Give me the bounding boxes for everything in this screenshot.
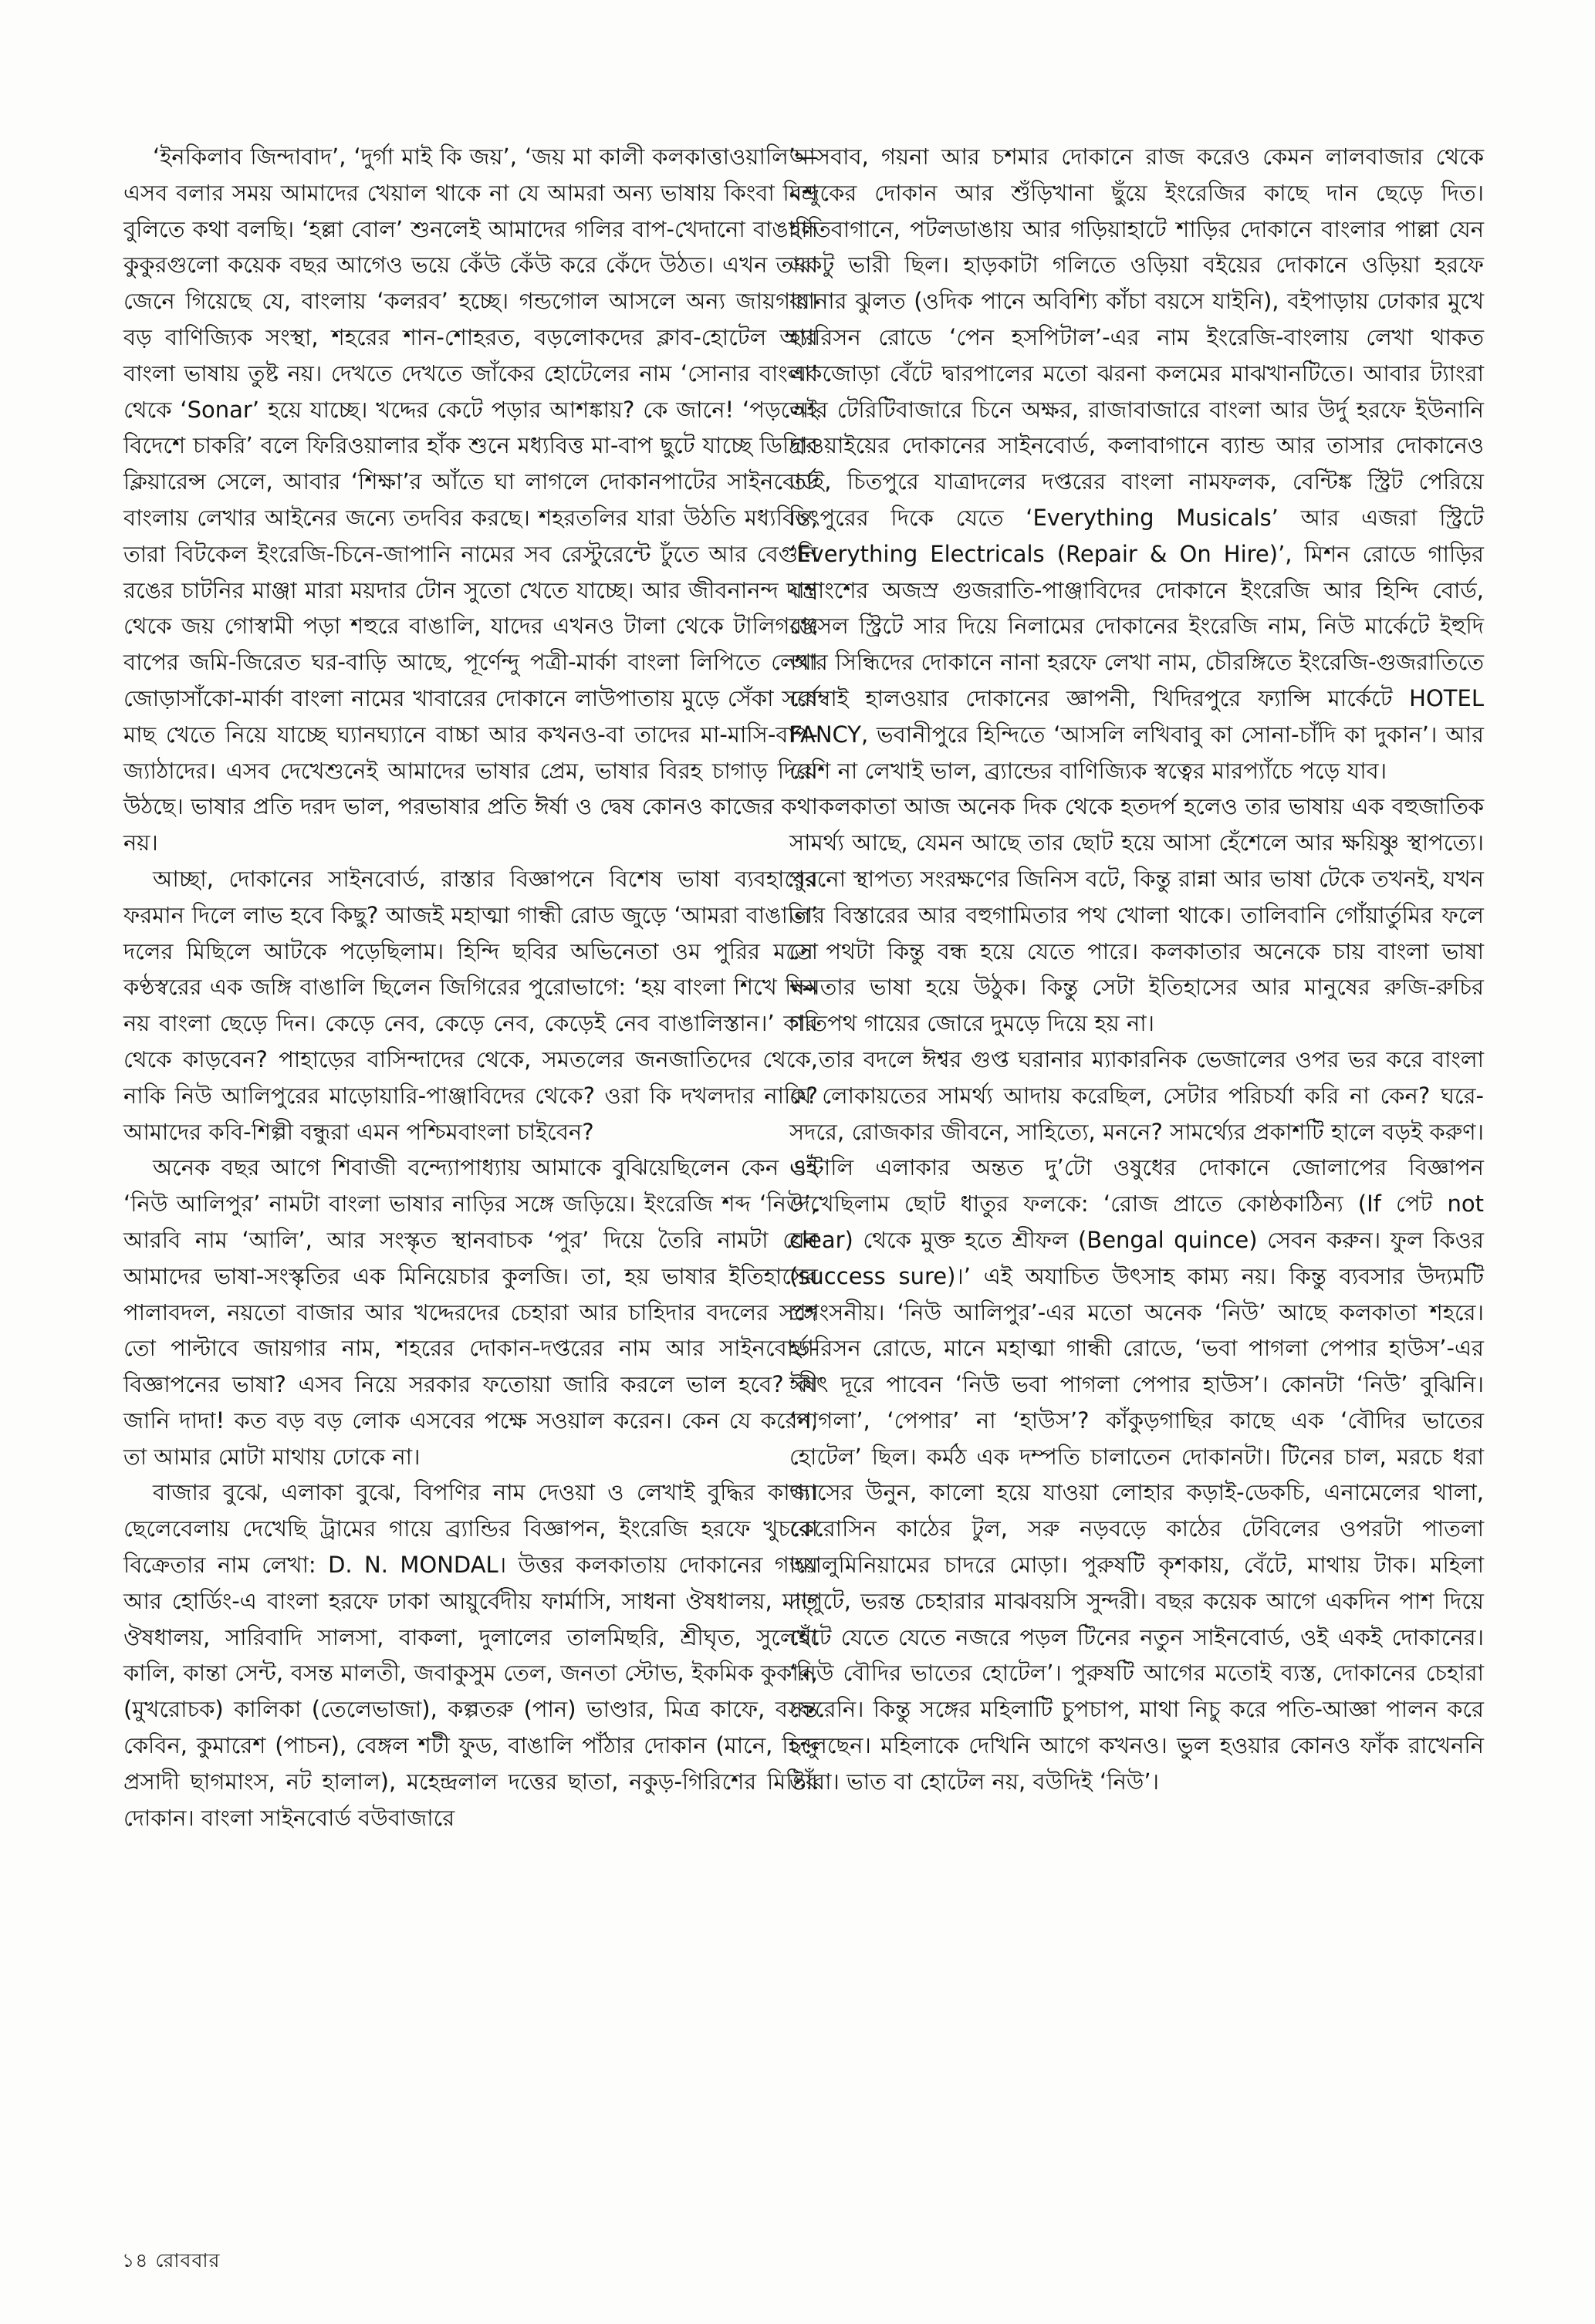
paragraph: অনেক বছর আগে শিবাজী বন্দ্যোপাধ্যায় আমাকে বুঝিয়েছিলেন কেন ওই ‘নিউ আলিপুর’ নামটা বাংলা ভাষার নাড়ির সঙ্গে জড়িয়ে। ইংরেজি শব্দ ‘নিউ’, আরবি নাম ‘আলি’, আর সংস্কৃত স্থানবাচক ‘পুর’ দিয়ে তৈরি নামটা যেন আমাদের ভাষা-সংস্কৃতির এক মিনিয়েচার কুলজি। তা, হয় ভাষার ইতিহাসের পালাবদল, নয়তো বাজার আর খদ্দেরদের চেহারা আর চাহিদার বদলের সঙ্গে তো পাল্টাবে জায়গার নাম, শহরের দোকান-দপ্তরের নাম আর সাইনবোর্ড-বিজ্ঞাপনের ভাষা? এসব নিয়ে সরকার ফতোয়া জারি করলে ভাল হবে? কী জানি দাদা! কত বড় বড় লোক এসবের পক্ষে সওয়াল করেন। কেন যে করেন, তা আমার মোটা মাথায় ঢোকে না।	[123, 1154, 818, 1470]
paragraph: আচ্ছা, দোকানের সাইনবোর্ড, রাস্তার বিজ্ঞাপনে বিশেষ ভাষা ব্যবহারের ফরমান দিলে লাভ হবে কিছু? আজই মহাত্মা গান্ধী রোড জুড়ে ‘আমরা বাঙালি’ দলের মিছিলে আটকে পড়েছিলাম। হিন্দি ছবির অভিনেতা ওম পুরির মতো কণ্ঠস্বরের এক জঙ্গি বাঙালি ছিলেন জিগিরের পুরোভাগে: ‘হয় বাংলা শিখে নিন নয় বাংলা ছেড়ে দিন। কেড়ে নেব, কেড়ে নেব, কেড়েই নেব বাঙালিস্তান।’ কার থেকে কাড়বেন? পাহাড়ের বাসিন্দাদের থেকে, সমতলের জনজাতিদের থেকে, নাকি নিউ আলিপুরের মাড়োয়ারি-পাঞ্জাবিদের থেকে? ওরা কি দখলদার নাকি? আমাদের কবি-শিল্পী বন্ধুরা এমন পশ্চিমবাংলা চাইবেন?	[123, 865, 818, 1145]
paragraph: বাজার বুঝে, এলাকা বুঝে, বিপণির নাম দেওয়া ও লেখাই বুদ্ধির কাজ। ছেলেবেলায় দেখেছি ট্রামের গায়ে ব্র্যান্ডির বিজ্ঞাপন, ইংরেজি হরফে খুচরো বিক্রেতার নাম লেখা: D. N. MONDAL। উত্তর কলকাতায় দোকানের গায়ে আর হোর্ডিং-এ বাংলা হরফে ঢাকা আয়ুর্বেদীয় ফার্মাসি, সাধনা ঔষধালয়, মাতৃ ঔষধালয়, সারিবাদি সালসা, বাকলা, দুলালের তালমিছরি, শ্রীঘৃত, সুলেখা কালি, কান্তা সেন্ট, বসন্ত মালতী, জবাকুসুম তেল, জনতা স্টোভ, ইকমিক কুকার, (মুখরোচক) কালিকা (তেলেভাজা), কল্পতরু (পান) ভাণ্ডার, মিত্র কাফে, বসন্ত কেবিন, কুমারেশ (পাচন), বেঙ্গল শটী ফুড, বাঙালি পাঁঠার দোকান (মানে, হিন্দু প্রসাদী ছাগমাংস, নট হালাল), মহেন্দ্রলাল দত্তের ছাতা, নকুড়-গিরিশের মিষ্টির দোকান। বাংলা সাইনবোর্ড বউবাজারে	[123, 1479, 818, 1831]
article-column-right	[789, 139, 1484, 1800]
paragraph: তার বদলে ঈশ্বর গুপ্ত ঘরানার ম্যাকারনিক ভেজালের ওপর ভর করে বাংলা যে লোকায়তের সামর্থ্য আদায় করেছিল, সেটার পরিচর্যা করি না কেন? ঘরে-সদরে, রোজকার জীবনে, সাহিত্যে, মননে? সামর্থ্যের প্রকাশটি হালে বড়ই করুণ। এন্টালি এলাকার অন্তত দু’টো ওষুধের দোকানে জোলাপের বিজ্ঞাপন দেখেছিলাম ছোট ধাতুর ফলকে: ‘রোজ প্রাতে কোষ্ঠকাঠিন্য (If পেট not clear) থেকে মুক্ত হতে শ্রীফল (Bengal quince) সেবন করুন। ফুল কিওর (success sure)।’ এই অযাচিত উৎসাহ কাম্য নয়। কিন্তু ব্যবসার উদ্যমটি প্রশংসনীয়। ‘নিউ আলিপুর’-এর মতো অনেক ‘নিউ’ আছে কলকাতা শহরে। হ্যারিসন রোডে, মানে মহাত্মা গান্ধী রোডে, ‘ভবা পাগলা পেপার হাউস’-এর ঈষৎ দূরে পাবেন ‘নিউ ভবা পাগলা পেপার হাউস’। কোনটা ‘নিউ’ বুঝিনি। ‘পাগলা’, ‘পেপার’ না ‘হাউস’? কাঁকুড়গাছির কাছে এক ‘বৌদির ভাতের হোটেল’ ছিল। কর্মঠ এক দম্পতি চালাতেন দোকানটা। টিনের চাল, মরচে ধরা গ্যাসের উনুন, কালো হয়ে যাওয়া লোহার কড়াই-ডেকচি, এনামেলের থালা, কেরোসিন কাঠের টুল, সরু নড়বড়ে কাঠের টেবিলের ওপরটা পাতলা অ্যালুমিনিয়ামের চাদরে মোড়া। পুরুষটি কৃশকায়, বেঁটে, মাথায় টাক। মহিলা দাপুটে, ভরন্ত চেহারার মাঝবয়সি সুন্দরী। বছর কয়েক আগে একদিন পাশ দিয়ে হেঁটে যেতে যেতে নজরে পড়ল টিনের নতুন সাইনবোর্ড, ওই একই দোকানের। ‘নিউ বৌদির ভাতের হোটেল’। পুরুষটি আগের মতোই ব্যস্ত, দোকানের চেহারা ফেরেনি। কিন্তু সঙ্গের মহিলাটি চুপচাপ, মাথা নিচু করে পতি-আজ্ঞা পালন করে চলেছেন। মহিলাকে দেখিনি আগে কখনও। ভুল হওয়ার কোনও ফাঁক রাখেননি তাঁরা। ভাত বা হোটেল নয়, বউদিই ‘নিউ’।	[789, 1045, 1484, 1795]
page-footer: ১৪ রোববার	[122, 2249, 221, 2272]
paragraph: কলকাতা আজ অনেক দিক থেকে হতদর্প হলেও তার ভাষায় এক বহুজাতিক সামর্থ্য আছে, যেমন আছে তার ছোট হয়ে আসা হেঁশেলে আর ক্ষয়িষ্ণু স্থাপত্যে। পুরনো স্থাপত্য সংরক্ষণের জিনিস বটে, কিন্তু রান্না আর ভাষা টেকে তখনই, যখন তার বিস্তারের আর বহুগামিতার পথ খোলা থাকে। তালিবানি গোঁয়ার্তুমির ফলে সে পথটা কিন্তু বন্ধ হয়ে যেতে পারে। কলকাতার অনেকে চায় বাংলা ভাষা ক্ষমতার ভাষা হয়ে উঠুক। কিন্তু সেটা ইতিহাসের আর মানুষের রুজি-রুচির গতিপথ গায়ের জোরে দুমড়ে দিয়ে হয় না।	[789, 793, 1484, 1037]
article-column-left	[123, 139, 818, 1836]
paragraph: আসবাব, গয়না আর চশমার দোকানে রাজ করেও কেমন লালবাজার থেকে বন্দুকের দোকান আর শুঁড়িখানা ছুঁয়ে ইংরেজির কাছে দান ছেড়ে দিত। হাতিবাগানে, পটলডাঙায় আর গড়িয়াহাটে শাড়ির দোকানে বাংলার পাল্লা যেন একটু ভারী ছিল। হাড়কাটা গলিতে ওড়িয়া বইয়ের দোকানে ওড়িয়া হরফে ব্যানার ঝুলত (ওদিক পানে অবিশ্যি কাঁচা বয়সে যাইনি), বইপাড়ায় ঢোকার মুখে হ্যারিসন রোডে ‘পেন হসপিটাল’-এর নাম ইংরেজি-বাংলায় লেখা থাকত একজোড়া বেঁটে দ্বারপালের মতো ঝরনা কলমের মাঝখানটিতে। আবার ট্যাংরা আর টেরিটিবাজারে চিনে অক্ষর, রাজাবাজারে বাংলা আর উর্দু হরফে ইউনানি দাওয়াইয়ের দোকানের সাইনবোর্ড, কলাবাগানে ব্যান্ড আর তাসার দোকানেও তাই, চিতপুরে যাত্রাদলের দপ্তরের বাংলা নামফলক, বেন্টিঙ্ক স্ট্রিট পেরিয়ে চিৎপুরের দিকে যেতে ‘Everything Musicals’ আর এজরা স্ট্রিটে ‘Everything Electricals (Repair & On Hire)’, মিশন রোডে গাড়ির যন্ত্রাংশের অজস্র গুজরাতি-পাঞ্জাবিদের দোকানে ইংরেজি আর হিন্দি বোর্ড, রাসেল স্ট্রিটে সার দিয়ে নিলামের দোকানের ইংরেজি নাম, নিউ মার্কেটে ইহুদি আর সিন্ধিদের দোকানে নানা হরফে লেখা নাম, চৌরঙ্গিতে ইংরেজি-গুজরাতিতে বোম্বাই হালওয়ার দোকানের জ্ঞাপনী, খিদিরপুরে ফ্যান্সি মার্কেটে HOTEL FANCY, ভবানীপুরে হিন্দিতে ‘আসলি লখিবাবু কা সোনা-চাঁদি কা দুকান’। আর বেশি না লেখাই ভাল, ব্র্যান্ডের বাণিজ্যিক স্বত্বের মারপ্যাঁচে পড়ে যাব।	[789, 144, 1484, 784]
paragraph: ‘ইনকিলাব জিন্দাবাদ’, ‘দুর্গা মাই কি জয়’, ‘জয় মা কালী কলকাত্তাওয়ালি’— এসব বলার সময় আমাদের খেয়াল থাকে না যে আমরা অন্য ভাষায় কিংবা মিশ্র বুলিতে কথা বলছি। ‘হল্লা বোল’ শুনলেই আমাদের গলির বাপ-খেদানো বাঙালি কুকুরগুলো কয়েক বছর আগেও ভয়ে কেঁউ কেঁউ করে কেঁদে উঠত। এখন তারা জেনে গিয়েছে যে, বাংলায় ‘কলরব’ হচ্ছে। গন্ডগোল আসলে অন্য জায়গায়। বড় বাণিজ্যিক সংস্থা, শহরের শান-শোহরত, বড়লোকদের ক্লাব-হোটেল আর বাংলা ভাষায় তুষ্ট নয়। দেখতে দেখতে জাঁকের হোটেলের নাম ‘সোনার বাংলা’ থেকে ‘Sonar’ হয়ে যাচ্ছে। খদ্দের কেটে পড়ার আশঙ্কায়? কে জানে! ‘পড়লেই বিদেশে চাকরি’ বলে ফিরিওয়ালার হাঁক শুনে মধ্যবিত্ত মা-বাপ ছুটে যাচ্ছে ডিগ্রির ক্লিয়ারেন্স সেলে, আবার ‘শিক্ষা’র আঁতে ঘা লাগলে দোকানপাটের সাইনবোর্ড বাংলায় লেখার আইনের জন্যে তদবির করছে। শহরতলির যারা উঠতি মধ্যবিত্ত, তারা বিটকেল ইংরেজি-চিনে-জাপানি নামের সব রেস্টুরেন্টে ঢুঁতে আর বেগুনি রঙের চাটনির মাঞ্জা মারা ময়দার টোন সুতো খেতে যাচ্ছে। আর জীবনানন্দ দাশ থেকে জয় গোস্বামী পড়া শহুরে বাঙালি, যাদের এখনও টালা থেকে টালিগঞ্জে বাপের জমি-জিরেত ঘর-বাড়ি আছে, পূর্ণেন্দু পত্রী-মার্কা বাংলা লিপিতে লেখা জোড়াসাঁকো-মার্কা বাংলা নামের খাবারের দোকানে লাউপাতায় মুড়ে সেঁকা সর্ষে মাছ খেতে নিয়ে যাচ্ছে ঘ্যানঘ্যানে বাচ্চা আর কখনও-বা তাদের মা-মাসি-বাপ-জ্যাঠাদের। এসব দেখেশুনেই আমাদের ভাষার প্রেম, ভাষার বিরহ চাগাড় দিয়ে উঠছে। ভাষার প্রতি দরদ ভাল, পরভাষার প্রতি ঈর্ষা ও দ্বেষ কোনও কাজের কথা নয়।	[123, 144, 818, 856]
